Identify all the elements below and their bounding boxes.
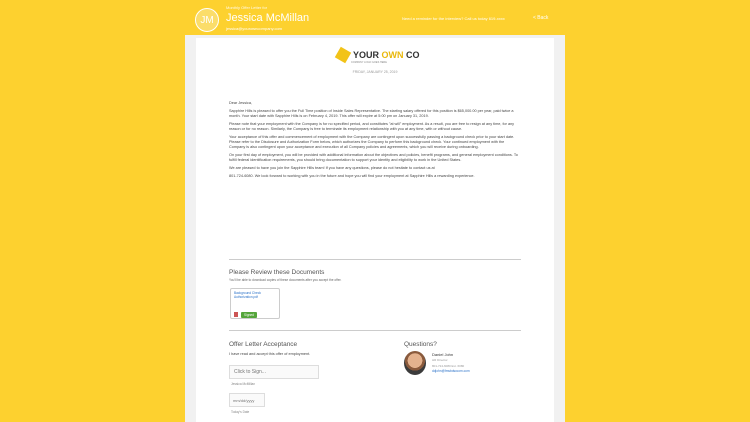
document-link[interactable]: Background Check Authorization.pdf <box>234 291 261 299</box>
documents-title: Please Review these Documents <box>229 269 325 276</box>
divider <box>229 330 521 331</box>
candidate-email: jessica@yourowncompany.com <box>226 26 283 31</box>
acceptance-title: Offer Letter Acceptance <box>229 341 298 348</box>
questions-title: Questions? <box>404 341 437 348</box>
contact-name: Daniel John <box>432 352 454 357</box>
signature-label: Jessica McMillan <box>231 382 256 386</box>
signature-input[interactable] <box>229 365 319 379</box>
candidate-name: Jessica McMillan <box>226 12 310 24</box>
date-input[interactable] <box>229 393 265 407</box>
offer-letter-sheet <box>196 38 554 422</box>
contact-role: HR Director <box>432 358 448 362</box>
signed-badge: Signed <box>241 312 257 318</box>
letter-paragraph: Please note that your employment with the Company is for no specified period, and constitutes "at will" employment. As a result, you are free to resign at any time, for any reason or for no reason. Similarly, the Company is free to terminate its employment relationship with you at any time, with or without cause. <box>229 122 515 131</box>
letter-paragraph: We are pleased to have you join the Sapphire Hills team! If you have any questions, please do not hesitate to contact us at <box>229 166 435 170</box>
contact-avatar <box>404 351 426 375</box>
letter-date: FRIDAY, JANUARY 25, 2019 <box>352 70 398 74</box>
company-logo <box>337 49 420 61</box>
letter-paragraph: Sapphire Hills is pleased to offer you the Full Time position of Inside Sales Representative. The starting salary offered for this position is $65,000.00 per year, paid twice a month. Your start date with Sapphire Hills is on February 4, 2019. This offer will expire at 5:00 pm on January 31, 2019. <box>229 109 514 118</box>
contact-email-link[interactable]: ddjohn@fmsbdsccom.com <box>432 369 470 373</box>
logo-text <box>353 50 420 60</box>
candidate-avatar <box>195 8 219 32</box>
contact-phone: 801-724-6080 Ext. 6080 <box>432 364 465 368</box>
letter-body <box>229 101 521 182</box>
letter-greeting: Dear Jessica, <box>229 101 253 105</box>
acceptance-subtitle: I have read and accept this offer of employment. <box>229 352 311 356</box>
letter-paragraph: Your acceptance of this offer and commencement of employment with the Company are contingent upon successfully passing a background check prior to your start date. Please refer to the Disclosure and Authorization Form below, which authorizes the Company to perform this background check. Your continued employment with the Company is also contingent upon your acceptance and execution of all Company policies and agreements, which you will receive during onboarding. <box>229 135 515 149</box>
pdf-icon <box>234 312 238 317</box>
header-eyebrow: Monthly Offer Letter for <box>226 5 268 10</box>
top-bar <box>0 0 750 38</box>
avatar-initials: JM <box>200 14 214 26</box>
logo-cube-icon <box>335 47 351 63</box>
logo-subtitle: COMPANY LOGO GOES HERE <box>351 61 387 64</box>
letter-paragraph: 801-724-6080. We look forward to working with you in the future and hope you will find your employment at Sapphire Hills a rewarding experience. <box>229 174 475 178</box>
back-link[interactable]: < Back <box>533 15 549 21</box>
logo-mid: OWN <box>381 50 404 60</box>
document-card[interactable] <box>230 288 280 319</box>
date-label: Today's Date <box>231 410 250 414</box>
logo-prefix: YOUR <box>353 50 382 60</box>
documents-subtitle: You'll be able to download copies of these documents after you accept the offer. <box>229 278 342 282</box>
letter-paragraph: On your first day of employment, you will be provided with additional information about the objectives and policies, benefit programs, and general employment conditions. To fulfill federal identification requirements, you should bring documentation to support your identity and eligibility to work in the United States. <box>229 153 518 162</box>
divider <box>229 259 521 260</box>
logo-suffix: CO <box>403 50 420 60</box>
header-message: Need a reminder for the interview? Call us today 619-xxxx <box>402 16 505 21</box>
